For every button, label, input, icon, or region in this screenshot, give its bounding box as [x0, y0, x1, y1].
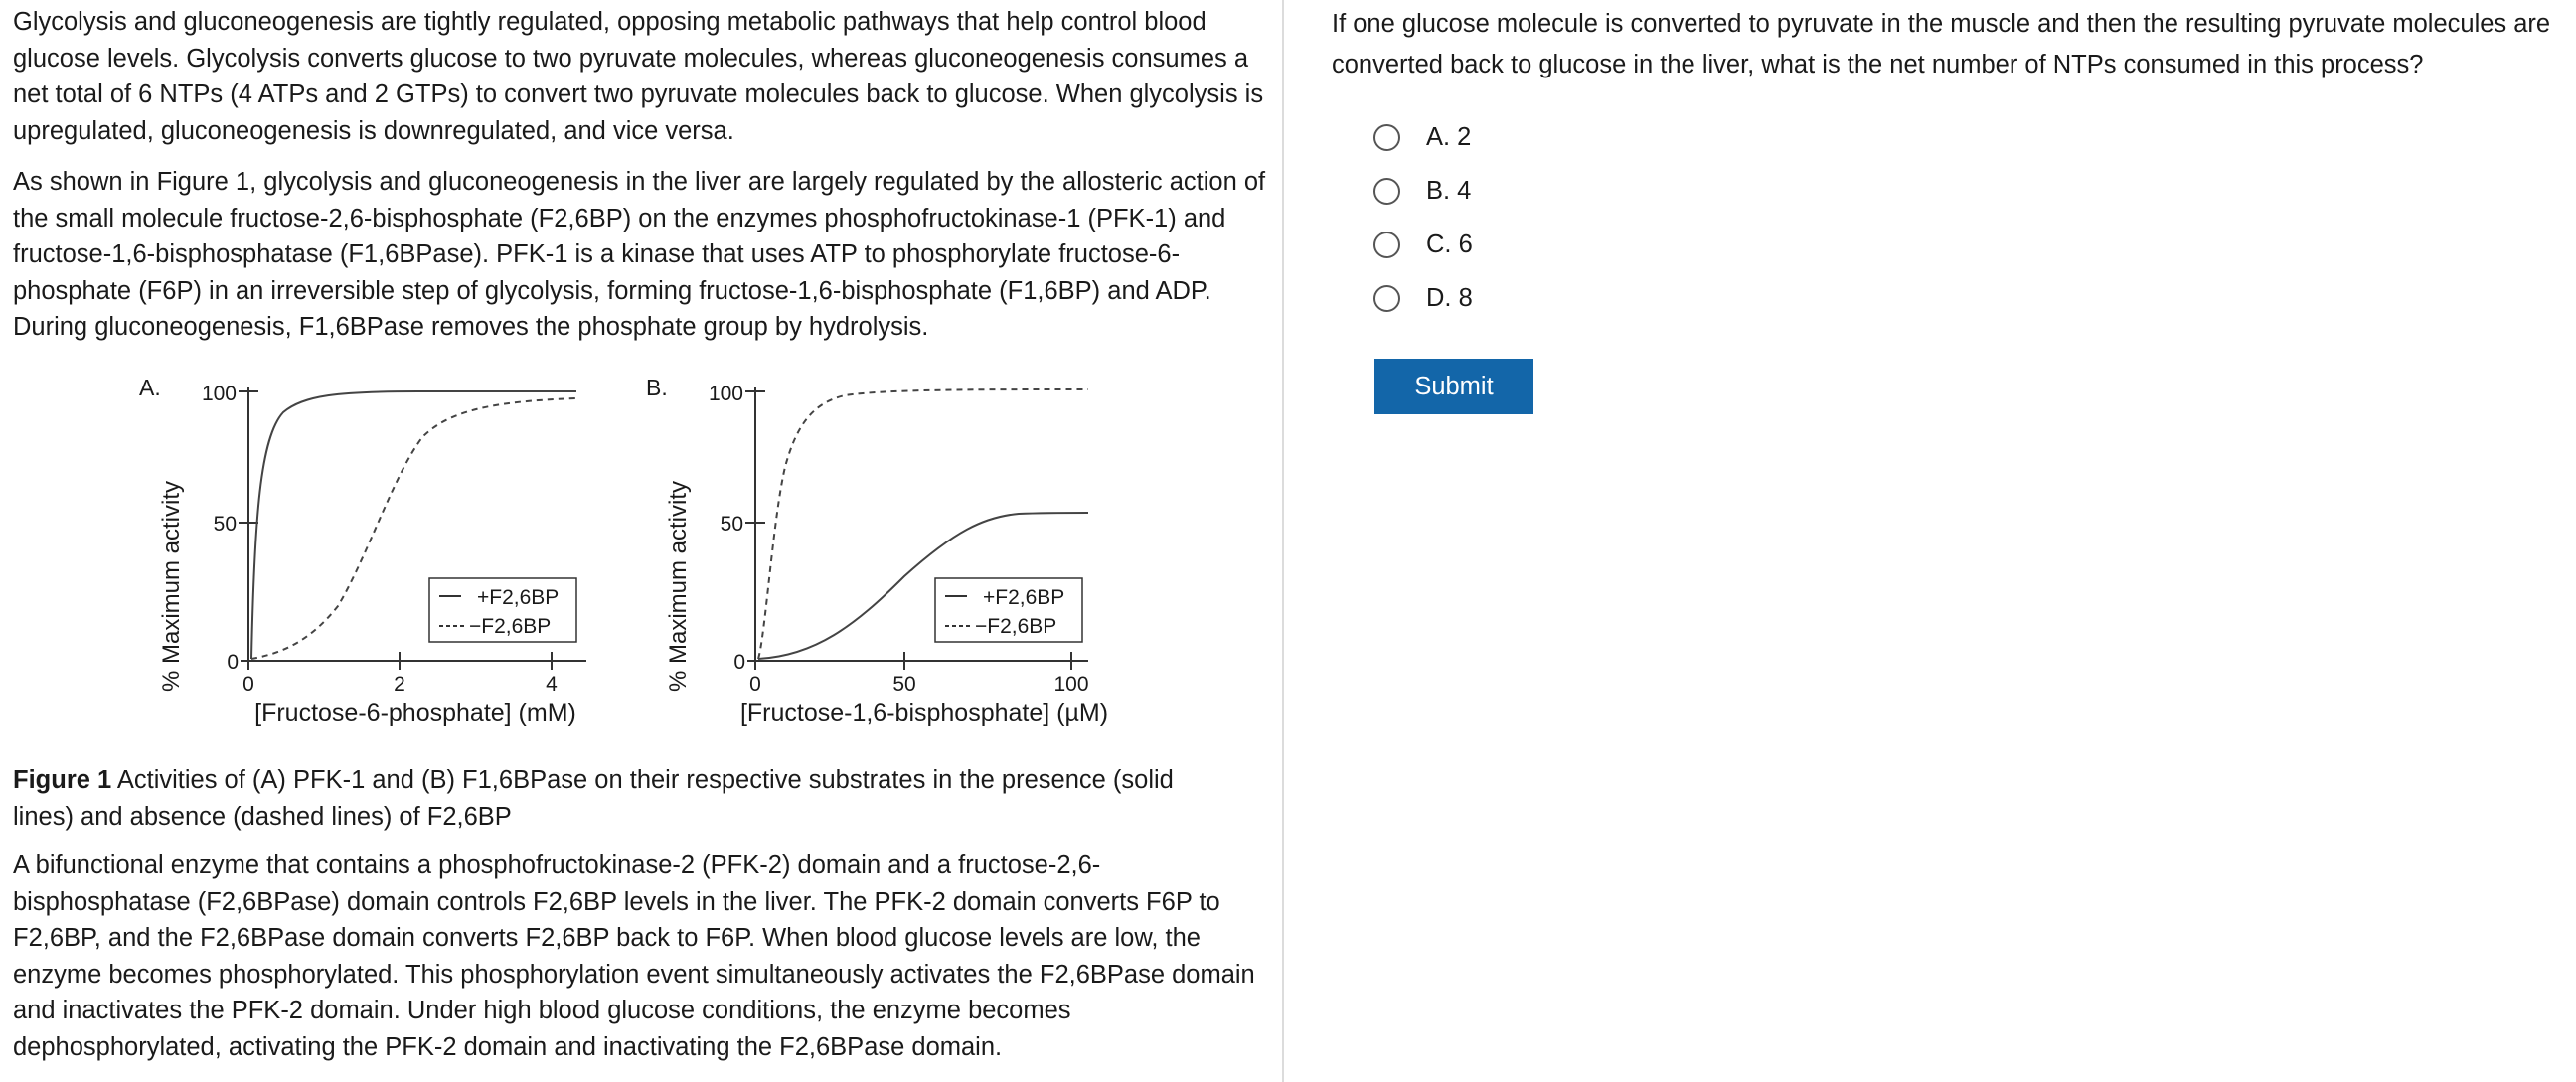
passage-paragraph-2: As shown in Figure 1, glycolysis and gluconeogenesis in the liver are largely regulated by the allosteric action of the small molecule fructose-2,6-bisphosphate (F2,6BP) on the enzymes phosphofructokinase-1 (PFK-1) and fructose-1,6-bisphosphatase (F1,6BPase). PFK-1 is a kinase that uses ATP to phosphorylate fructose-6-phosphate (F6P) in an irreversible step of glycolysis, forming fructose-1,6-bisphosphate (F1,6BP) and ADP. During gluconeogenesis, F1,6BPase removes the phosphate group by hydrolysis. — [13, 168, 1266, 341]
choice-a[interactable] — [1373, 117, 1471, 157]
figure-caption-text: Activities of (A) PFK-1 and (B) F1,6BPase on their respective substrates in the presence (solid lines) and absence (dashed lines) of F2,6BP — [13, 766, 1174, 831]
panel-b-xtick-label-100: 100 — [1053, 673, 1089, 696]
figure-caption-label: Figure 1 — [13, 766, 112, 794]
panel-a-ylabel: % Maximum activity — [158, 480, 185, 693]
panel-b-legend-solid-label: +F2,6BP — [983, 586, 1065, 609]
panel-b-xtick-label-0: 0 — [749, 673, 761, 696]
panel-b-legend-dashed-label: −F2,6BP — [975, 615, 1057, 638]
choice-c-radio[interactable] — [1373, 232, 1400, 258]
panel-b-xtick-label-50: 50 — [892, 673, 916, 696]
choice-b[interactable] — [1373, 171, 1471, 211]
choice-d-radio[interactable] — [1373, 285, 1400, 312]
panel-a-ytick-label-100: 100 — [201, 383, 237, 405]
panel-b-ylabel: % Maximum activity — [665, 480, 692, 693]
panel-a-xtick-label-2: 2 — [394, 673, 405, 696]
panel-a-legend-solid-label: +F2,6BP — [477, 586, 560, 609]
panel-b-ytick-label-50: 50 — [720, 513, 743, 536]
panel-a-label: A. — [139, 375, 161, 400]
question-stem: If one glucose molecule is converted to pyruvate in the muscle and then the resulting pyruvate molecules are converted back to glucose in the liver, what is the net number of NTPs consumed in this process? — [1332, 10, 2551, 78]
choice-c-label[interactable]: C. 6 — [1426, 230, 1473, 258]
panel-b — [646, 375, 1108, 727]
panel-a — [139, 375, 586, 727]
figure-caption — [13, 762, 1235, 835]
figure-1 — [129, 368, 1123, 745]
choice-b-radio[interactable] — [1373, 178, 1400, 205]
panel-a-legend-dashed-label: −F2,6BP — [469, 615, 552, 638]
choice-a-label[interactable]: A. 2 — [1426, 122, 1472, 151]
choice-d[interactable] — [1373, 278, 1473, 318]
choice-d-label[interactable]: D. 8 — [1426, 283, 1473, 312]
passage-paragraph-1: Glycolysis and gluconeogenesis are tightly regulated, opposing metabolic pathways that help control blood glucose levels. Glycolysis converts glucose to two pyruvate molecules, whereas gluconeogenesis consumes a net total of 6 NTPs (4 ATPs and 2 GTPs) to convert two pyruvate molecules back to glucose. When glycolysis is upregulated, gluconeogenesis is downregulated, and vice versa. — [13, 8, 1264, 145]
panel-b-label: B. — [646, 375, 668, 400]
panel-a-xlabel: [Fructose-6-phosphate] (mM) — [254, 699, 576, 727]
panel-a-xtick-label-0: 0 — [242, 673, 254, 696]
panel-a-xtick-label-4: 4 — [546, 673, 558, 696]
panel-b-ytick-label-0: 0 — [733, 651, 745, 674]
panel-a-ytick-label-50: 50 — [213, 513, 237, 536]
choice-a-radio[interactable] — [1373, 124, 1400, 151]
passage-pane — [0, 0, 1284, 1082]
choice-c[interactable] — [1373, 225, 1473, 264]
choice-b-label[interactable]: B. 4 — [1426, 176, 1472, 205]
panel-b-ytick-label-100: 100 — [708, 383, 743, 405]
panel-a-ytick-label-0: 0 — [227, 651, 239, 674]
passage-paragraph-3: A bifunctional enzyme that contains a phosphofructokinase-2 (PFK-2) domain and a fructose-2,6-bisphosphatase (F2,6BPase) domain controls F2,6BP levels in the liver. The PFK-2 domain converts F6P to F2,6BP, and the F2,6BPase domain converts F2,6BP back to F6P. When blood glucose levels are low, the enzyme becomes phosphorylated. This phosphorylation event simultaneously activates the F2,6BPase domain and inactivates the PFK-2 domain. Under high blood glucose conditions, the enzyme becomes dephosphorylated, activating the PFK-2 domain and inactivating the F2,6BPase domain. — [13, 851, 1255, 1061]
panel-b-xlabel: [Fructose-1,6-bisphosphate] (µM) — [739, 699, 1109, 727]
question-pane — [1286, 0, 2576, 1082]
submit-button[interactable]: Submit — [1374, 359, 1533, 414]
